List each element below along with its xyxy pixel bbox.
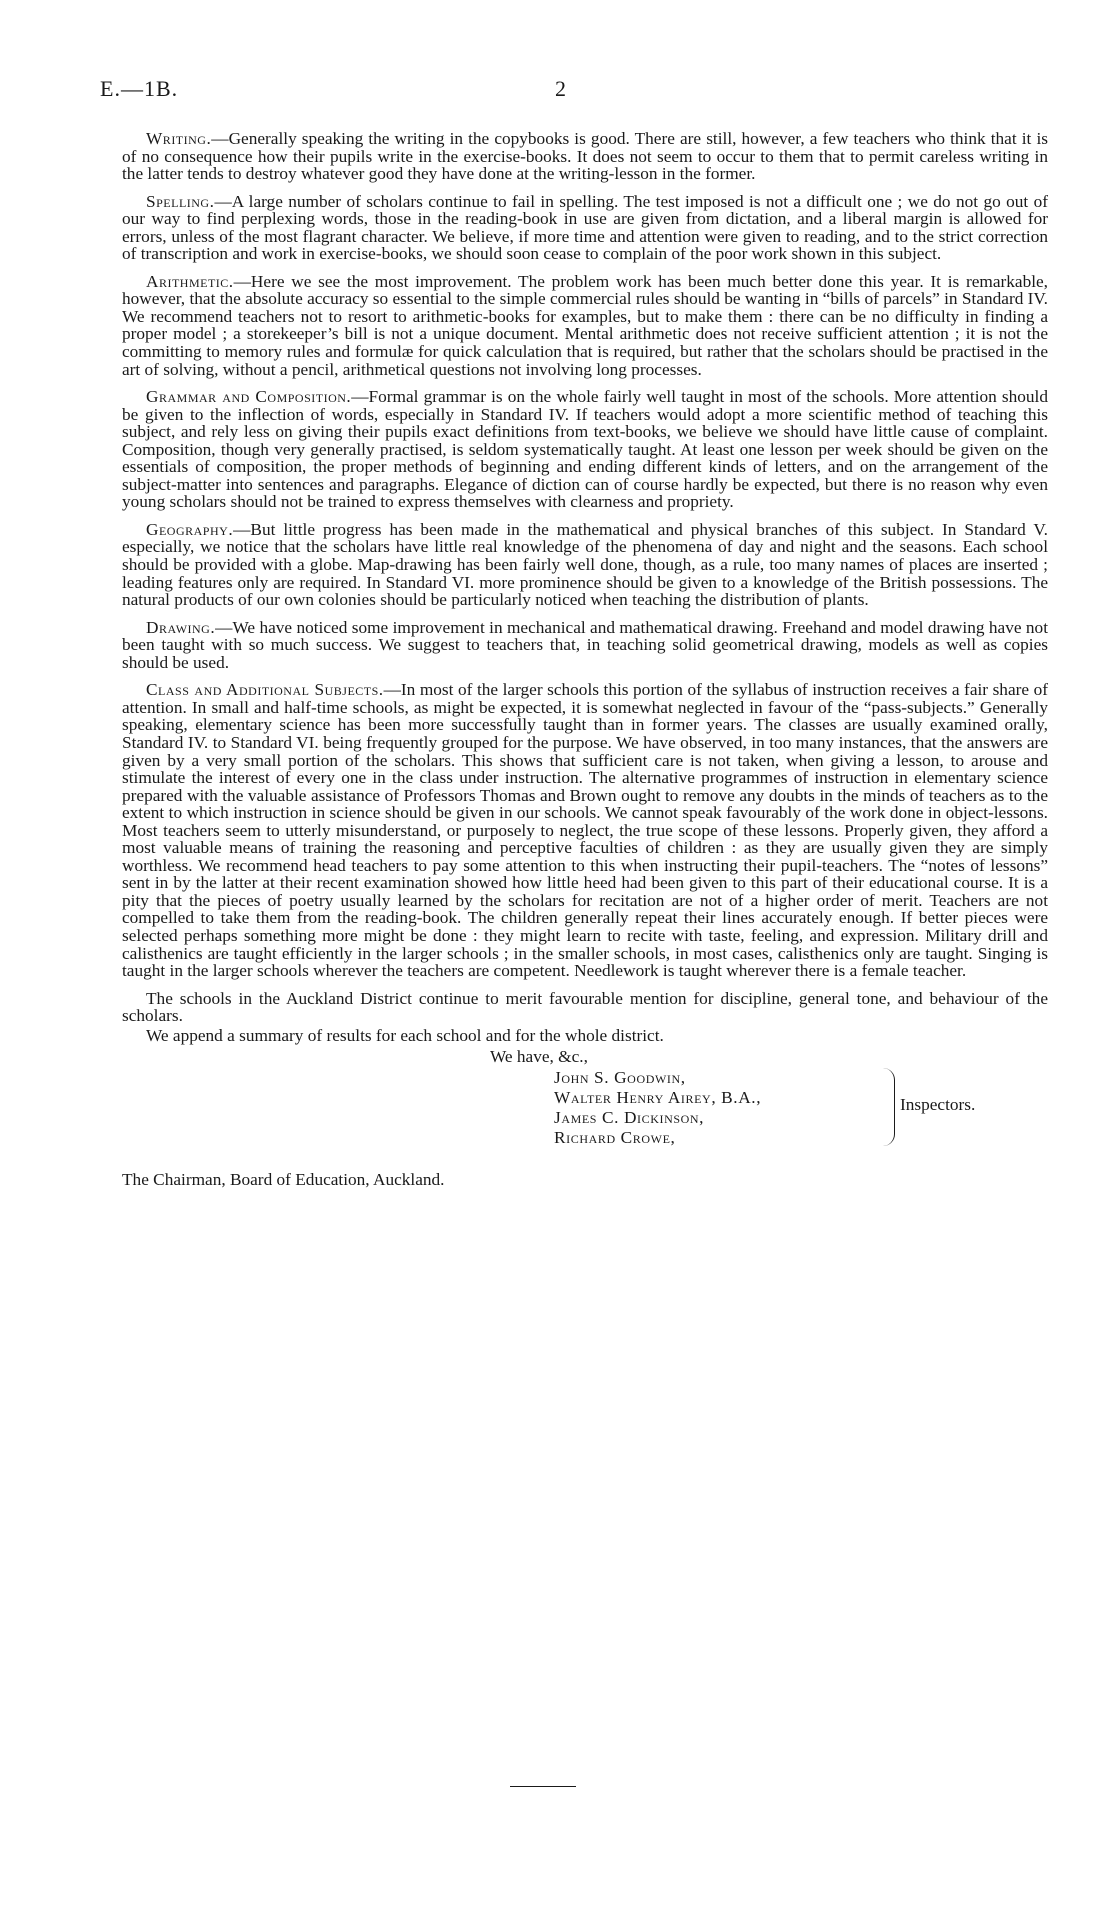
section-arithmetic xyxy=(122,273,1048,378)
signature-block xyxy=(122,1048,1048,1198)
signatory-name: Walter Henry Airey, B.A., xyxy=(554,1088,762,1108)
section-text: —A large number of scholars continue to fail in spelling. The test imposed is not a difficult one ; we do not go out of our way to find perplexing words, those in the reading-book in use are given from dictation, and a liberal margin is allowed for errors, unless of the most flagrant character. We believe, if more time and attention were given to reading, and to the strict correction of transcription and work in exercise-books, we should soon cease to complain of the poor work shown in this subject. xyxy=(122,191,1048,264)
section-writing xyxy=(122,130,1048,183)
signatory-list xyxy=(554,1068,761,1148)
page-header xyxy=(100,76,1050,110)
section-grammar-composition xyxy=(122,388,1048,511)
section-heading: Class and Additional Subjects. xyxy=(146,680,384,700)
addressee-line: The Chairman, Board of Education, Auckland. xyxy=(122,1170,445,1190)
section-drawing xyxy=(122,619,1048,672)
section-geography xyxy=(122,521,1048,609)
signatory-name: John S. Goodwin, xyxy=(554,1068,686,1088)
section-text: —Generally speaking the writing in the copybooks is good. There are still, however, a few teachers who think that it is of no consequence how their pupils write in the exercise-books. It does not seem to occur to them that to permit careless writing in the latter tends to destroy whatever good they have done at the writing-lesson in the former. xyxy=(122,129,1048,184)
section-spelling xyxy=(122,193,1048,263)
section-text: —Formal grammar is on the whole fairly well taught in most of the schools. More attention should be given to the inflection of words, especially in Standard IV. If teachers would adopt a more scientific method of teaching this subject, and rely less on giving their pupils exact definitions from text-books, we believe we should have little cause of complaint. Composition, though very generally practised, is seldom systematically taught. At least one lesson per week should be given on the essentials of composition, the proper methods of beginning and ending different kinds of letters, and on the arrangement of the subject-matter into sentences and paragraphs. Elegance of diction can of course hardly be expected, but there is no reason why even young scholars should not be trained to express themselves with clearness and propriety. xyxy=(122,387,1048,512)
summary-paragraph: We append a summary of results for each school and for the whole district. xyxy=(146,1025,664,1045)
report-body xyxy=(122,130,1048,1198)
section-text: —In most of the larger schools this portion of the syllabus of instruction receives a fair share of attention. In small and half-time schools, as might be expected, it is somewhat neglected in favour of the “pass-subjects.” Generally speaking, elementary science has been more successfully taught than in former years. The classes are usually examined orally, Standard IV. to Standard VI. being frequently grouped for the purpose. We have observed, in too many instances, that the answers are given by a very small portion of the scholars. This shows that sufficient care is not taken, when giving a lesson, to arouse and stimulate the interest of every one in the class under instruction. The alternative programmes of instruction in elementary science prepared with the valuable assistance of Professors Thomas and Brown ought to remove any doubts in the minds of teachers as to the extent to which instruction in science should be given in our schools. We cannot speak favourably of the work done in object-lessons. Most teachers seem to utterly misunderstand, or purposely to neglect, the true scope of these lessons. Properly given, they afford a most valuable means of training the reasoning and perceptive faculties of children : as they are usually given they are simply worthless. We recommend head teachers to pay some attention to this when instructing their pupil-teachers. The “notes of lessons” sent in by the latter at their recent examination showed how little heed had been given to this part of their educational course. It is a pity that the pieces of poetry usually learned by the scholars for recitation are not of a higher order of merit. Teachers are not compelled to take them from the reading-book. The children generally repeat their lines accurately enough. If better pieces were selected perhaps something more might be done : they might learn to recite with taste, feeling, and expression. Military drill and calisthenics are taught efficiently in the larger schools ; in the smaller schools, in most cases, calisthenics only are taught. Singing is taught in the larger schools wherever the teachers are competent. Needlework is taught wherever there is a female teacher. xyxy=(122,680,1048,981)
page-number: 2 xyxy=(555,76,566,101)
signatory-role: Inspectors. xyxy=(900,1095,976,1115)
document-reference: E.—1B. xyxy=(100,76,179,101)
section-heading: Grammar and Composition. xyxy=(146,387,352,407)
section-heading: Writing. xyxy=(146,129,212,148)
section-class-additional-subjects xyxy=(122,681,1048,979)
section-heading: Spelling. xyxy=(146,191,215,211)
salutation: We have, &c., xyxy=(490,1047,588,1067)
signatory-name: Richard Crowe, xyxy=(554,1128,676,1148)
end-rule-divider xyxy=(510,1786,576,1787)
section-text: —But little progress has been made in the mathematical and physical branches of this subject. In Standard V. especially, we notice that the scholars have little real knowledge of the phenomena of day and night and the seasons. Each school should be provided with a globe. Map-drawing has been fairly well done, though, as a rule, too many names of places are inserted ; leading features only are required. In Standard VI. more prominence should be given to a knowledge of the British possessions. The natural products of our own colonies should be particularly noticed when teaching the distribution of plants. xyxy=(122,519,1048,610)
section-heading: Arithmetic. xyxy=(146,271,234,291)
section-text: —We have noticed some improvement in mechanical and mathematical drawing. Freehand and model drawing have not been taught with so much success. We suggest to teachers that, in teaching solid geometrical drawing, models as well as copies should be used. xyxy=(122,617,1048,672)
section-text: —Here we see the most improvement. The problem work has been much better done this year. It is remarkable, however, that the absolute accuracy so essential to the simple commercial rules should be wanting in “bills of parcels” in Standard IV. We recommend teachers not to resort to arithmetic-books for examples, but to make them : there can be no difficulty in finding a proper model ; a storekeeper’s bill is not a unique document. Mental arithmetic does not receive sufficient attention ; it is not the committing to memory rules and formulæ for quick calculation that is required, but rather that the scholars should be practised in the art of solving, without a pencil, arithmetical questions not involving long processes. xyxy=(122,271,1048,379)
section-heading: Geography. xyxy=(146,519,234,539)
section-heading: Drawing. xyxy=(146,617,216,637)
closing-paragraph: The schools in the Auckland District continue to merit favourable mention for discipline, general tone, and behaviour of the scholars. xyxy=(122,988,1048,1026)
signatory-name: James C. Dickinson, xyxy=(554,1108,705,1128)
brace-divider xyxy=(882,1068,895,1146)
